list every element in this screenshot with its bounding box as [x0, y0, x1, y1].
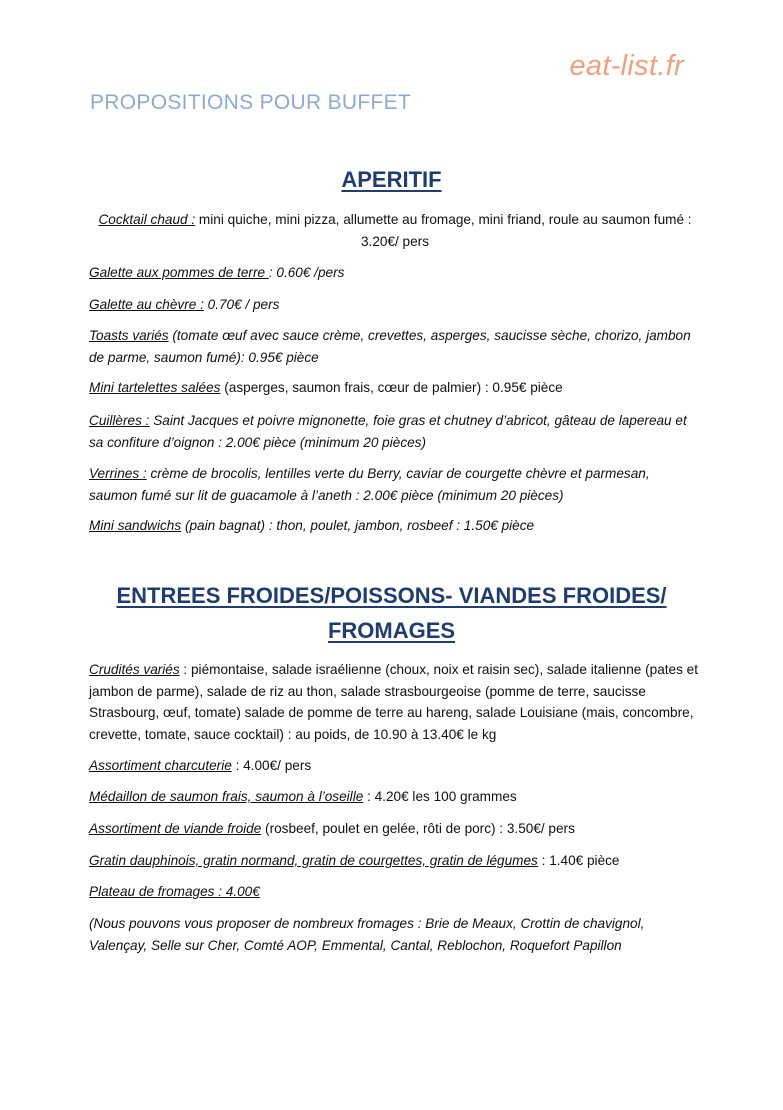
item-text: (tomate œuf avec sauce crème, crevettes, asperges, saucisse sèche, chorizo, jambon de parme, saumon fumé): 0.95€ pièce	[89, 328, 691, 365]
item-name: Verrines :	[89, 466, 147, 481]
item-text: (pain bagnat) : thon, poulet, jambon, rosbeef : 1.50€ pièce	[181, 518, 535, 533]
menu-item-tartelettes	[89, 377, 701, 399]
item-text: : 4.00€/ pers	[231, 758, 312, 773]
item-text: : 0.60€ /pers	[268, 265, 345, 280]
menu-item-galette-chevre	[89, 294, 701, 316]
menu-item-charcuterie	[89, 755, 701, 777]
item-name: Gratin dauphinois, gratin normand, gratin de courgettes, gratin de légumes	[89, 853, 538, 868]
item-name: Assortiment charcuterie	[89, 758, 232, 773]
menu-item-verrines	[89, 463, 701, 506]
document-title: PROPOSITIONS POUR BUFFET	[90, 91, 412, 114]
item-text: (Nous pouvons vous proposer de nombreux fromages : Brie de Meaux, Crottin de chavignol, Valençay, Selle sur Cher, Comté AOP, Emmental, Cantal, Reblochon, Roquefort Papillon	[89, 916, 645, 953]
item-text: : 1.40€ pièce	[537, 853, 620, 868]
item-name: Mini sandwichs	[89, 518, 182, 533]
watermark: eat-list.fr	[569, 50, 684, 82]
menu-item-fromages-note	[89, 913, 701, 956]
menu-item-mini-sandwichs	[89, 515, 701, 537]
menu-item-cocktail-chaud	[89, 209, 701, 252]
item-text: mini quiche, mini pizza, allumette au fromage, mini friand, roule au saumon fumé : 3.20€/ pers	[195, 212, 692, 249]
section-title-entrees-line2: FROMAGES	[327, 618, 456, 643]
item-name: Cuillères :	[89, 413, 150, 428]
menu-item-gratins	[89, 850, 701, 872]
menu-item-plateau-fromages	[89, 881, 701, 903]
item-text: crème de brocolis, lentilles verte du Berry, caviar de courgette chèvre et parmesan, saumon fumé sur lit de guacamole à l’aneth : 2.00€ pièce (minimum 20 pièces)	[89, 466, 650, 503]
item-name: Crudités variés	[89, 662, 180, 677]
item-text: : piémontaise, salade israélienne (choux, noix et raisin sec), salade italienne (pates et jambon de parme), salade de riz au thon, salade strasbourgeoise (pomme de terre, saucisse Strasbourg, œuf, tomate) salade de pomme de terre au hareng, salade Louisiane (mais, concombre, crevette, tomate, sauce cocktail) : au poids, de 10.90 à 13.40€ le kg	[89, 662, 699, 742]
menu-item-cuilleres	[89, 410, 701, 453]
menu-item-galette-pommes	[89, 262, 701, 284]
item-text: (rosbeef, poulet en gelée, rôti de porc) : 3.50€/ pers	[261, 821, 575, 836]
menu-item-crudites	[89, 659, 701, 745]
item-name: Cocktail chaud :	[98, 212, 196, 227]
menu-item-viande-froide	[89, 818, 701, 840]
item-text: (asperges, saumon frais, cœur de palmier) : 0.95€ pièce	[220, 380, 563, 395]
item-name: Galette au chèvre :	[89, 297, 204, 312]
item-name: Médaillon de saumon frais, saumon à l’oseille	[89, 789, 364, 804]
menu-item-toasts	[89, 325, 701, 368]
item-name: Toasts variés	[89, 328, 169, 343]
item-name: Mini tartelettes salées	[89, 380, 221, 395]
menu-item-saumon	[89, 786, 701, 808]
item-name: Galette aux pommes de terre	[89, 265, 269, 280]
item-text: Saint Jacques et poivre mignonette, foie gras et chutney d’abricot, gâteau de lapereau et sa confiture d’oignon : 2.00€ pièce (minimum 20 pièces)	[89, 413, 687, 450]
item-text: : 4.20€ les 100 grammes	[363, 789, 517, 804]
item-name: Assortiment de viande froide	[89, 821, 262, 836]
section-title-aperitif: APERITIF	[341, 167, 442, 192]
section-title-entrees-line1: ENTREES FROIDES/POISSONS- VIANDES FROIDES/	[116, 583, 667, 608]
item-text: 0.70€ / pers	[203, 297, 280, 312]
item-name: Plateau de fromages : 4.00€	[89, 884, 260, 899]
